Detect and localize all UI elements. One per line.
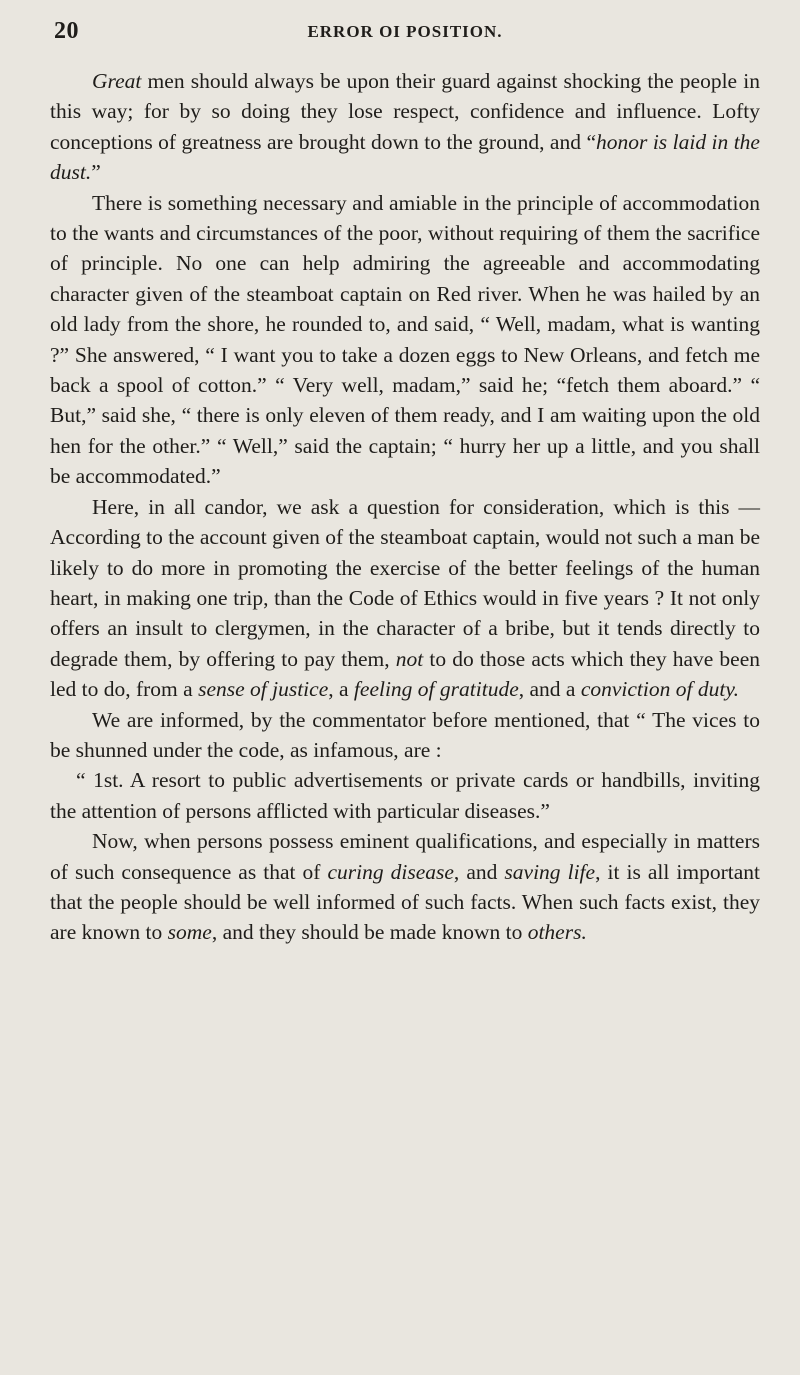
- text-run: , it is all important that the people should be well informed of such facts. When such facts exist, they are known to: [50, 859, 760, 945]
- italic-text: conviction of duty.: [580, 677, 740, 702]
- italic-text: Great: [92, 69, 142, 93]
- italic-text: others.: [527, 920, 587, 945]
- text-run: to do those acts which they have been led to do, from a: [50, 646, 761, 702]
- text-run: “ 1st. A resort to public advertisements or private cards or handbills, inviting the attention of persons afflicted with particular diseases.”: [50, 768, 760, 823]
- text-run: , and they should be made known to: [211, 920, 528, 945]
- body-text: [50, 66, 760, 948]
- text-run: Here, in all candor, we ask a question for consideration, which is this — According to the account given of the steamboat captain, would not such a man be likely to do more in promoting the exercise of the better feelings of the human heart, in making one trip, than the Code of Ethics would in five years ? It not only offers an insult to clergymen, in the character of a bribe, but it tends directly to degrade them, by offering to pay them,: [50, 494, 760, 671]
- italic-text: not: [395, 646, 424, 671]
- list-item-paragraph: [50, 765, 760, 826]
- italic-text: sense of justice: [198, 677, 329, 702]
- italic-text: saving life: [504, 859, 596, 884]
- page-number: 20: [54, 18, 79, 44]
- paragraph: [50, 492, 760, 705]
- paragraph: [50, 188, 760, 492]
- text-run: , a: [328, 677, 354, 702]
- text-run: , and a: [518, 677, 581, 702]
- text-run: There is something necessary and amiable in the principle of accommodation to the wants and circumstances of the poor, without requiring of them the sacrifice of principle. No one can help admiring the agreeable and accommodating character given of the steamboat captain on Red river. When he was hailed by an old lady from the shore, he rounded to, and said, “ Well, madam, what is wanting ?” She answered, “ I want you to take a dozen eggs to New Orleans, and fetch me back a spool of cotton.” “ Very well, madam,” said he; “fetch them aboard.” “ But,” said she, “ there is only eleven of them ready, and I am waiting upon the old hen for the other.” “ Well,” said the captain; “ hurry her up a little, and you shall be accommodated.”: [50, 190, 760, 489]
- text-run: We are informed, by the commentator before mentioned, that “ The vices to be shunned under the code, as infamous, are :: [50, 707, 760, 762]
- page-header: [50, 0, 760, 66]
- text-run: men should always be upon their guard against shocking the people in this way; for by so doing they lose respect, confidence and influence. Lofty conceptions of greatness are brought down to the ground, and “: [50, 69, 760, 154]
- paragraph: [50, 826, 760, 948]
- text-run: Now, when persons possess eminent qualifications, and especially in matters of such consequence as that of: [50, 829, 760, 884]
- running-head: ERROR OI POSITION.: [307, 22, 503, 41]
- italic-text: feeling of gratitude: [353, 677, 519, 702]
- text-run: ”: [91, 160, 101, 185]
- italic-text: curing disease: [327, 859, 454, 884]
- text-run: , and: [453, 859, 505, 884]
- paragraph: [50, 66, 760, 188]
- paragraph: [50, 705, 760, 766]
- italic-text: honor is laid in the dust.: [50, 129, 760, 185]
- italic-text: some: [167, 920, 212, 945]
